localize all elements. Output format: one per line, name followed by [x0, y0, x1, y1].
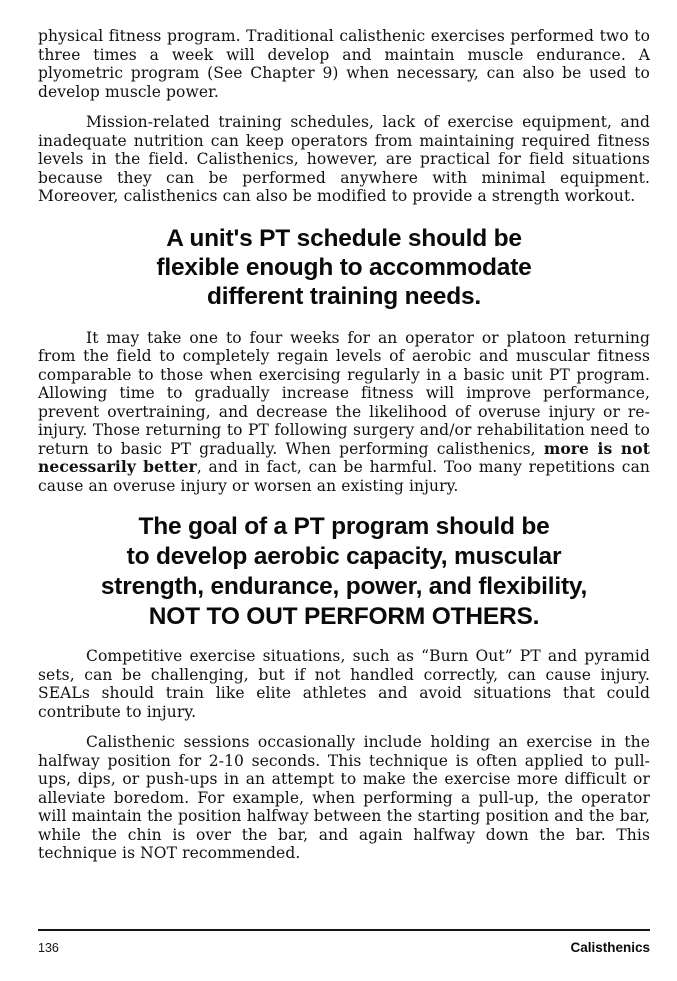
paragraph-halfway-hold: Calisthenic sessions occasionally include holding an exercise in the halfway position for 2-10 seconds. This technique is often applied to pull-ups, dips, or push-ups in an attempt to make the exercise more difficult or alleviate boredom. For example, when performing a pull-up, the operator will maintain the position halfway between the starting position and the bar, while the chin is over the bar, and again halfway down the bar. This technique is NOT recommended.	[38, 733, 650, 862]
paragraph-fitness-program: physical fitness program. Traditional calisthenic exercises performed two to three times a week will develop and maintain muscle endurance. A plyometric program (See Chapter 9) when necessary, can also be used to develop muscle power.	[38, 27, 650, 101]
page-footer	[38, 929, 650, 955]
paragraph-regain-fitness-text-before: It may take one to four weeks for an operator or platoon returning from the field to completely regain levels of aerobic and muscular fitness comparable to those when exercising regularly in a basic unit PT program. Allowing time to gradually increase fitness will improve performance, prevent overtraining, and decrease the likelihood of overuse injury or re-injury. Those returning to PT following surgery and/or rehabilitation need to return to basic PT gradually. When performing calisthenics,	[38, 328, 650, 458]
pullquote-pt-schedule	[38, 224, 650, 311]
pullquote-line: A unit's PT schedule should be	[166, 224, 522, 252]
pullquote-line: flexible enough to accommodate	[156, 253, 532, 281]
paragraph-competitive-exercise: Competitive exercise situations, such as “Burn Out” PT and pyramid sets, can be challenging, but if not handled correctly, can cause injury. SEALs should train like elite athletes and avoid situations that could contribute to injury.	[38, 647, 650, 721]
footer-row	[38, 940, 650, 955]
pullquote-line: to develop aerobic capacity, muscular	[126, 543, 562, 570]
paragraph-regain-fitness	[38, 329, 650, 496]
section-title: Calisthenics	[570, 940, 650, 955]
page-content	[38, 27, 650, 875]
paragraph-regain-fitness-text-after: , and in fact, can be harmful. Too many repetitions can cause an overuse injury or worsen an existing injury.	[38, 458, 650, 495]
pullquote-pt-goal	[38, 512, 650, 632]
pullquote-line: strength, endurance, power, and flexibility,	[100, 573, 588, 600]
footer-divider	[38, 929, 650, 931]
page-number: 136	[38, 941, 59, 955]
pullquote-line: different training needs.	[206, 282, 482, 310]
pullquote-line: The goal of a PT program should be	[138, 513, 550, 540]
paragraph-mission-training: Mission-related training schedules, lack of exercise equipment, and inadequate nutrition can keep operators from maintaining required fitness levels in the field. Calisthenics, however, are practical for field situations because they can be performed anywhere with minimal equipment. Moreover, calisthenics can also be modified to provide a strength workout.	[38, 113, 650, 205]
pullquote-line: NOT TO OUT PERFORM OTHERS.	[148, 603, 540, 630]
paragraph-regain-fitness-bold-phrase: more is not necessarily better	[38, 438, 650, 476]
